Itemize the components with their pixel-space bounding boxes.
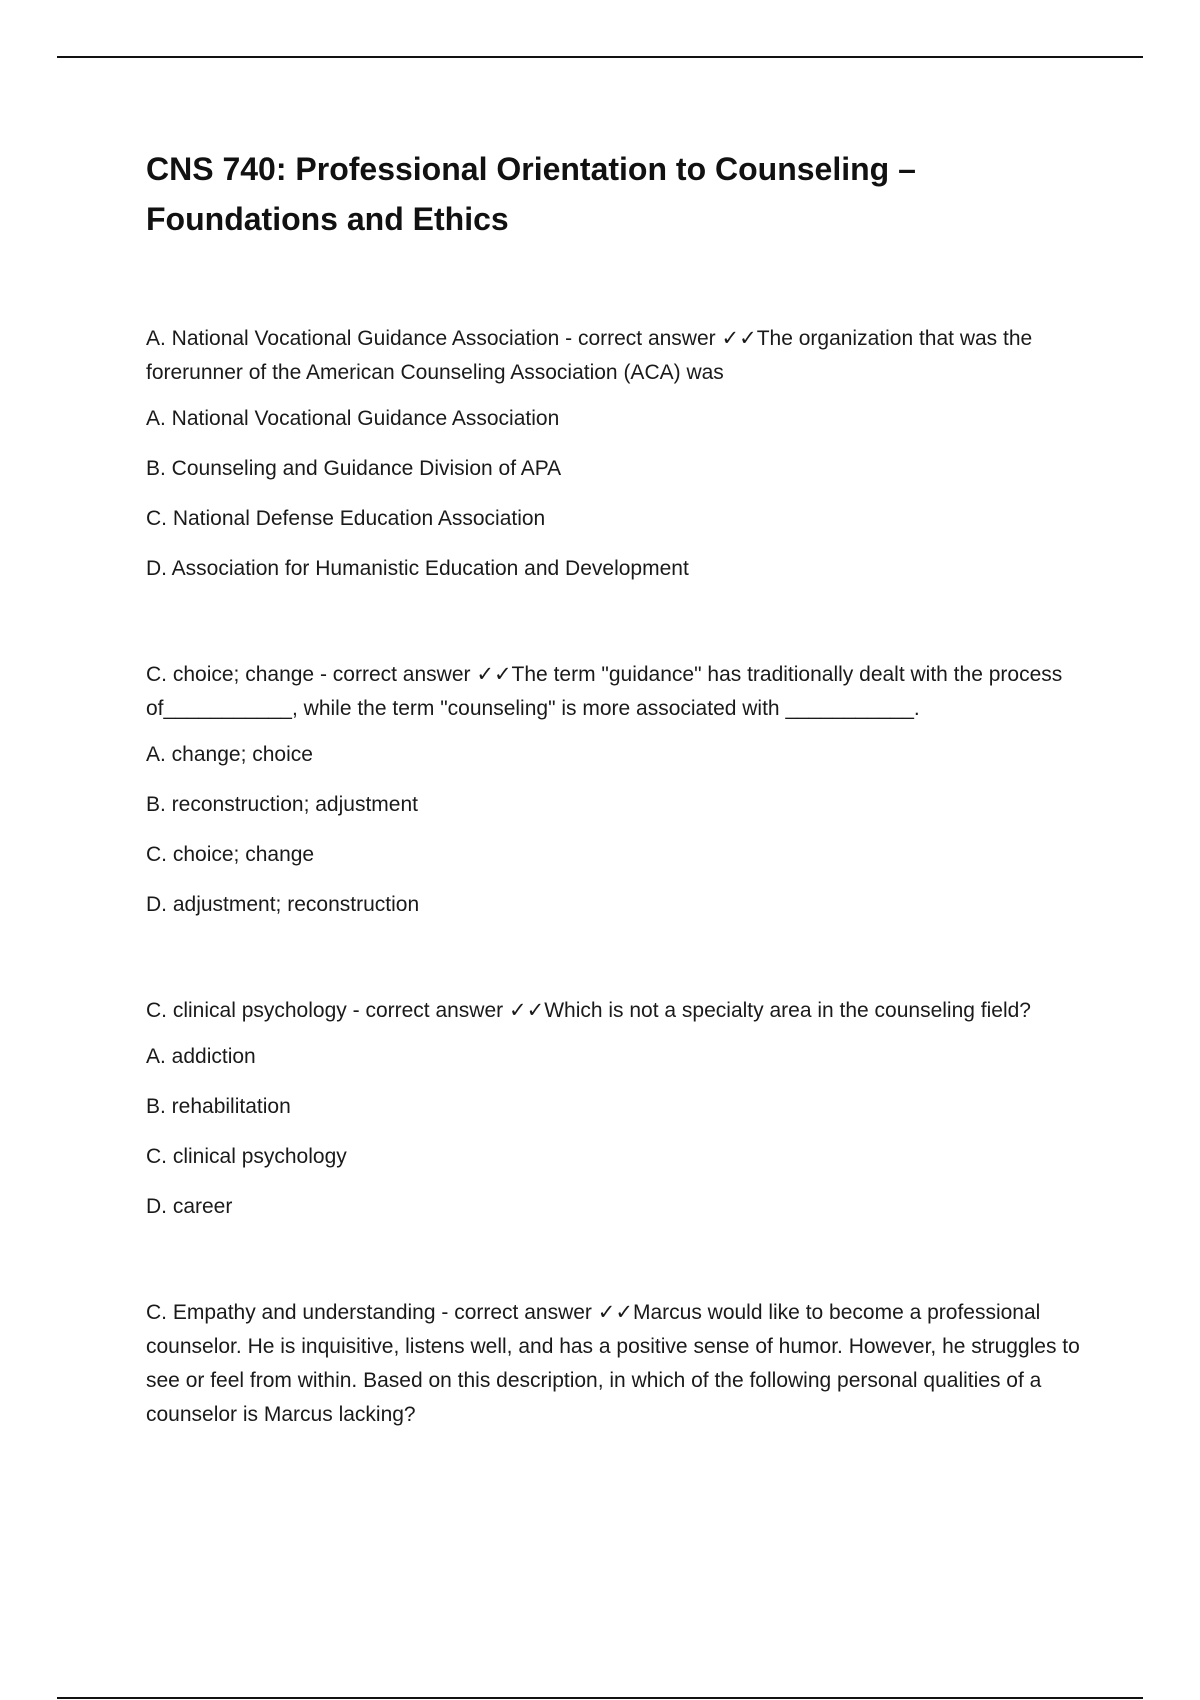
question-prompt: The organization that was the forerunner of the American Counseling Association (ACA) was bbox=[146, 327, 1033, 384]
question-block bbox=[146, 994, 1106, 1220]
question-block bbox=[146, 658, 1106, 918]
question-text: C. clinical psychology - correct answer ✓✓Which is not a specialty area in the counseling field? bbox=[146, 999, 1031, 1022]
option-item: B. rehabilitation bbox=[146, 1095, 291, 1118]
question-prompt: Marcus would like to become a professional counselor. He is inquisitive, listens well, and has a positive sense of humor. However, he struggles to see or feel from within. Based on this description, in which of the following personal qualities of a counselor is Marcus lacking? bbox=[146, 1301, 1080, 1426]
answer-marker: correct answer bbox=[577, 327, 716, 350]
answer-marker: correct answer bbox=[332, 663, 471, 686]
option-item: A. change; choice bbox=[146, 743, 313, 766]
answer-text: C. choice; change bbox=[146, 663, 315, 686]
option-item: B. reconstruction; adjustment bbox=[146, 793, 418, 816]
double-check-icon: ✓✓ bbox=[597, 1301, 633, 1324]
option-list bbox=[146, 1044, 1106, 1220]
double-check-icon: ✓✓ bbox=[509, 999, 545, 1022]
option-item: A. National Vocational Guidance Association bbox=[146, 407, 560, 430]
document-body bbox=[146, 144, 1106, 1508]
option-item: C. clinical psychology bbox=[146, 1145, 347, 1168]
page-title: CNS 740: Professional Orientation to Counseling – Foundations and Ethics bbox=[146, 151, 916, 237]
option-item: C. National Defense Education Association bbox=[146, 507, 546, 530]
question-text: A. National Vocational Guidance Association - correct answer ✓✓The organization that was the forerunner of the American Counseling Association (ACA) was bbox=[146, 327, 1033, 384]
option-list bbox=[146, 406, 1106, 582]
question-prompt: The term "guidance" has traditionally dealt with the process of___________, while the term "counseling" is more associated with ___________. bbox=[146, 663, 1063, 720]
answer-marker: correct answer bbox=[365, 999, 504, 1022]
question-text: C. Empathy and understanding - correct answer ✓✓Marcus would like to become a professional counselor. He is inquisitive, listens well, and has a positive sense of humor. However, he struggles to see or feel from within. Based on this description, in which of the following personal qualities of a counselor is Marcus lacking? bbox=[146, 1301, 1080, 1426]
option-item: A. addiction bbox=[146, 1045, 256, 1068]
double-check-icon: ✓✓ bbox=[721, 327, 757, 350]
answer-text: C. Empathy and understanding bbox=[146, 1301, 436, 1324]
option-item: C. choice; change bbox=[146, 843, 315, 866]
top-rule bbox=[57, 56, 1143, 58]
question-block bbox=[146, 1296, 1106, 1432]
option-item: D. adjustment; reconstruction bbox=[146, 893, 420, 916]
answer-text: C. clinical psychology bbox=[146, 999, 347, 1022]
answer-text: A. National Vocational Guidance Association bbox=[146, 327, 560, 350]
option-item: D. Association for Humanistic Education and Development bbox=[146, 557, 689, 580]
option-list bbox=[146, 742, 1106, 918]
option-item: B. Counseling and Guidance Division of APA bbox=[146, 457, 562, 480]
answer-marker: correct answer bbox=[454, 1301, 592, 1324]
question-block bbox=[146, 322, 1106, 582]
option-item: D. career bbox=[146, 1195, 233, 1218]
question-prompt: Which is not a specialty area in the counseling field? bbox=[544, 999, 1031, 1022]
question-text: C. choice; change - correct answer ✓✓The term "guidance" has traditionally dealt with the process of___________, while the term "counseling" is more associated with ___________. bbox=[146, 663, 1063, 720]
bottom-rule bbox=[57, 1697, 1143, 1699]
double-check-icon: ✓✓ bbox=[476, 663, 512, 686]
